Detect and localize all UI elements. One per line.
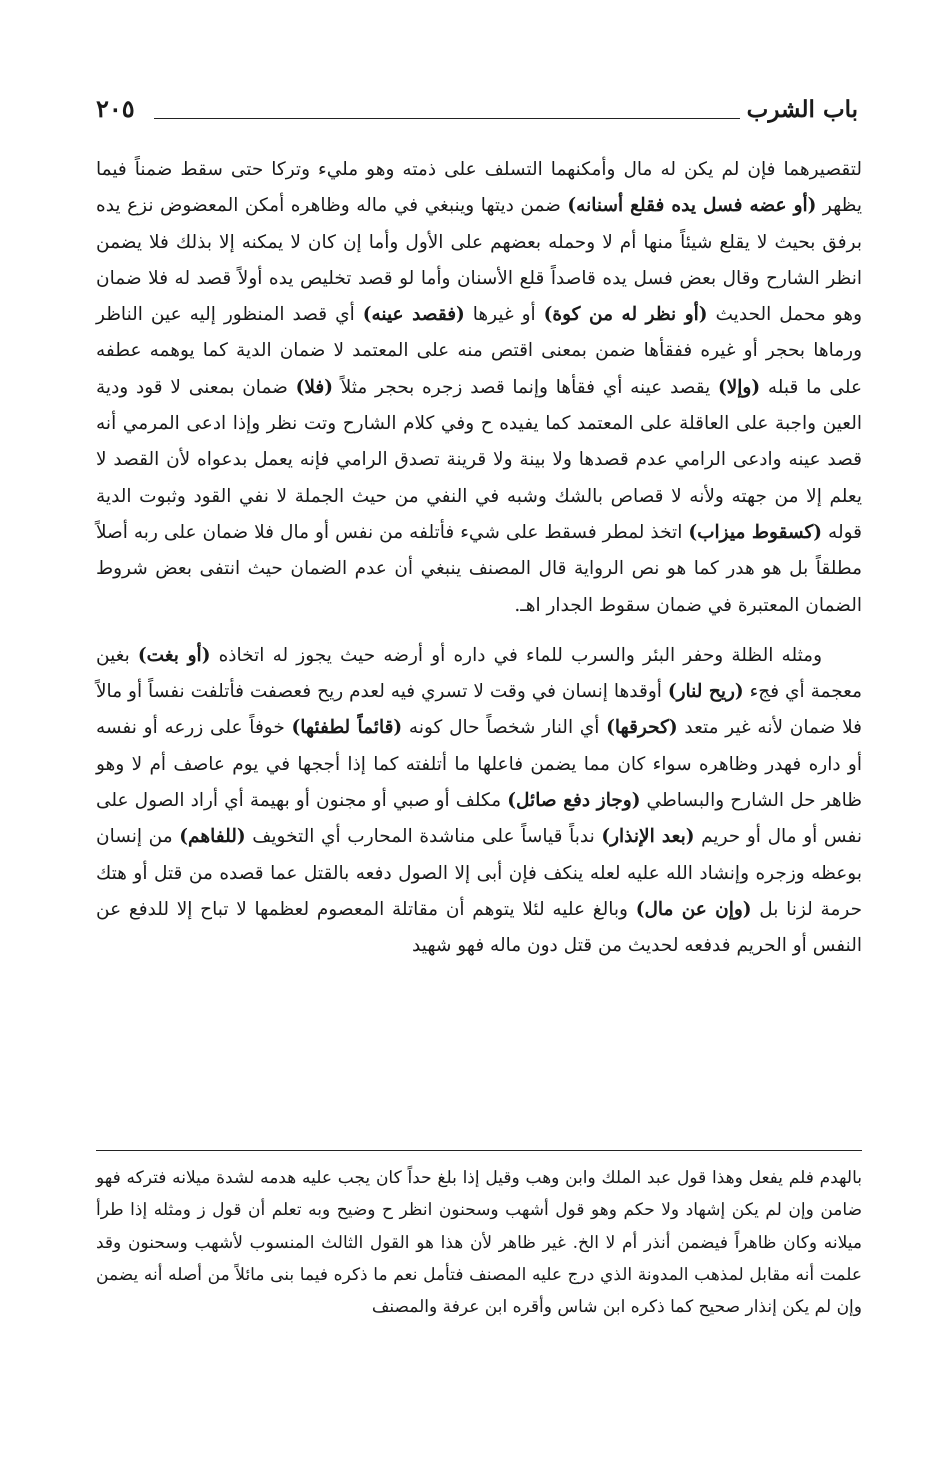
matn-quote: (كسقوط ميزاب) <box>688 521 823 543</box>
text-run: أوقدها إنسان في وقت لا تسري فيه لعدم ريح فعصفت فأتلفت نفساً أو مالاً فلا ضمان لأنه غير متعد <box>96 681 863 739</box>
matn-quote: (للفاهم) <box>179 826 246 848</box>
text-run: يقصد عينه أي فقأها وإنما قصد زجره بحجر مثلاً <box>333 376 718 398</box>
text-run: أو غيرها <box>464 304 544 326</box>
text-run: بغين معجمة أي فجء <box>96 644 862 703</box>
paragraph-1 <box>96 152 862 624</box>
running-title: باب الشرب <box>746 96 858 123</box>
header-rule <box>154 118 740 119</box>
matn-quote: (وإلا) <box>717 376 761 398</box>
footnote-text: بالهدم فلم يفعل وهذا قول عبد الملك وابن وهب وقيل إذا بلغ حداً كان يجب عليه هدمه لشدة ميلانه فتركه فهو ضامن وإن لم يكن إشهاد ولا حكم وهو قول أشهب وسحنون انظر ح وضيح وبه تعلم أن قول ز ومثله إذا طرأ ميلانه وكان ظاهراً فيضمن أنذر أم لا الخ. غير ظاهر لأن هذا هو القول الثالث المنسوب لأشهب وسحنون وقد علمت أنه مقابل لمذهب المدونة الذي درج عليه المصنف فتأمل نعم ما ذكره فيما بنى مائلاً من أصله أنه يضمن وإن لم يكن إنذار صحيح كما ذكره ابن شاس وأقره ابن عرفة والمصنف <box>96 1168 862 1318</box>
paragraph-2 <box>96 638 862 965</box>
matn-quote: (قائماً لطفئها) <box>291 717 403 739</box>
matn-quote: (وإن عن مال) <box>635 898 752 920</box>
matn-quote: (كحرقها) <box>606 717 678 739</box>
main-text <box>96 152 862 965</box>
footnote-rule <box>96 1150 862 1151</box>
matn-quote: (فلا) <box>295 376 333 398</box>
text-run: من إنسان بوعظه وزجره وإنشاد الله عليه لعله ينكف فإن أبى إلا الصول دفعه بالقتل عما قصده من قتل أو هتك حرمة لزنا بل <box>96 826 862 920</box>
text-run: خوفاً على زرعه أو نفسه أو داره فهدر وظاهره سواء كان مما يضمن فاعلها ما أتلفته كما إذا أججها في يوم عاصف أم لا وهو ظاهر حل الشارح والبساطي <box>96 717 862 812</box>
text-run: لتقصيرهما فإن لم يكن له مال وأمكنهما التسلف على ذمته وهو مليء وتركا حتى سقط ضمناً فيما يظهر <box>96 159 862 217</box>
page-header <box>96 92 858 132</box>
matn-quote: (بعد الإنذار) <box>601 826 695 848</box>
matn-quote: (وجاز دفع صائل) <box>507 790 641 812</box>
text-run: اتخذ لمطر فسقط على شيء فأتلفه من نفس أو مال فلا ضمان على ربه أصلاً مطلقاً بل هو هدر كما هو نص الرواية قال المصنف ينبغي أن عدم الضمان حيث انتفى بعض شروط الضمان المعتبرة في ضمان سقوط الجدار اهـ. <box>96 521 862 616</box>
page-number: ٢٠٥ <box>96 94 135 123</box>
text-run: مكلف أو صبي أو مجنون أو بهيمة أي أراد الصول على نفس أو مال أو حريم <box>96 790 862 848</box>
matn-quote: (ريح لنار) <box>667 681 744 703</box>
text-run: ندباً قياساً على مناشدة المحارب أي التخويف <box>245 826 602 848</box>
text-run: أي النار شخصاً حال كونه <box>402 717 607 739</box>
matn-quote: (أو بغت) <box>137 644 211 666</box>
text-run: وبالغ عليه لئلا يتوهم أن مقاتلة المعصوم لعظمها لا تباح إلا للدفع عن النفس أو الحريم فدفعه لحديث من قتل دون ماله فهو شهيد <box>96 898 862 957</box>
matn-quote: (أو عضه فسل يده فقلع أسنانه) <box>567 195 817 217</box>
matn-quote: (أو نظر له من كوة) <box>543 304 708 326</box>
footnote-section <box>96 1162 862 1323</box>
matn-quote: (فقصد عينه) <box>362 304 465 326</box>
text-run: أي قصد المنظور إليه عين الناظر ورماها بحجر أو غيره ففقأها ضمن بمعنى اقتص منه على المعتمد لا ضمان الدية كما يوهمه عطفه على ما قبله <box>96 304 862 398</box>
text-run: ضمان بمعنى لا قود ودية العين واجبة على العاقلة على المعتمد كما يفيده ح وفي كلام الشارح وتت نظر وإذا ادعى المرمي أنه قصد عينه وادعى الرامي عدم قصدها ولا بينة ولا قرينة تصدق الرامي فإنه يعمل بدعواه لأن القصد لا يعلم إلا من جهته ولأنه لا قصاص بالشك وشبه في النفي من حيث الجملة لا نفي القود وثبوت الدية قوله <box>96 376 862 543</box>
text-run: ومثله الظلة وحفر البئر والسرب للماء في داره أو أرضه حيث يجوز له اتخاذه <box>210 644 823 666</box>
text-run: ضمن ديتها وينبغي في ماله وظاهره أمكن المعضوض نزع يده برفق بحيث لا يقلع شيئاً منها أم لا وحمله بعضهم على الأول وأما إن كان لا يمكنه إلا بذلك فلا يضمن انظر الشارح وقال بعض فسل يده قاصداً قلع الأسنان وأما لو قصد تخليص يده أولاً قصد له فلا ضمان وهو محمل الحديث <box>96 195 862 326</box>
